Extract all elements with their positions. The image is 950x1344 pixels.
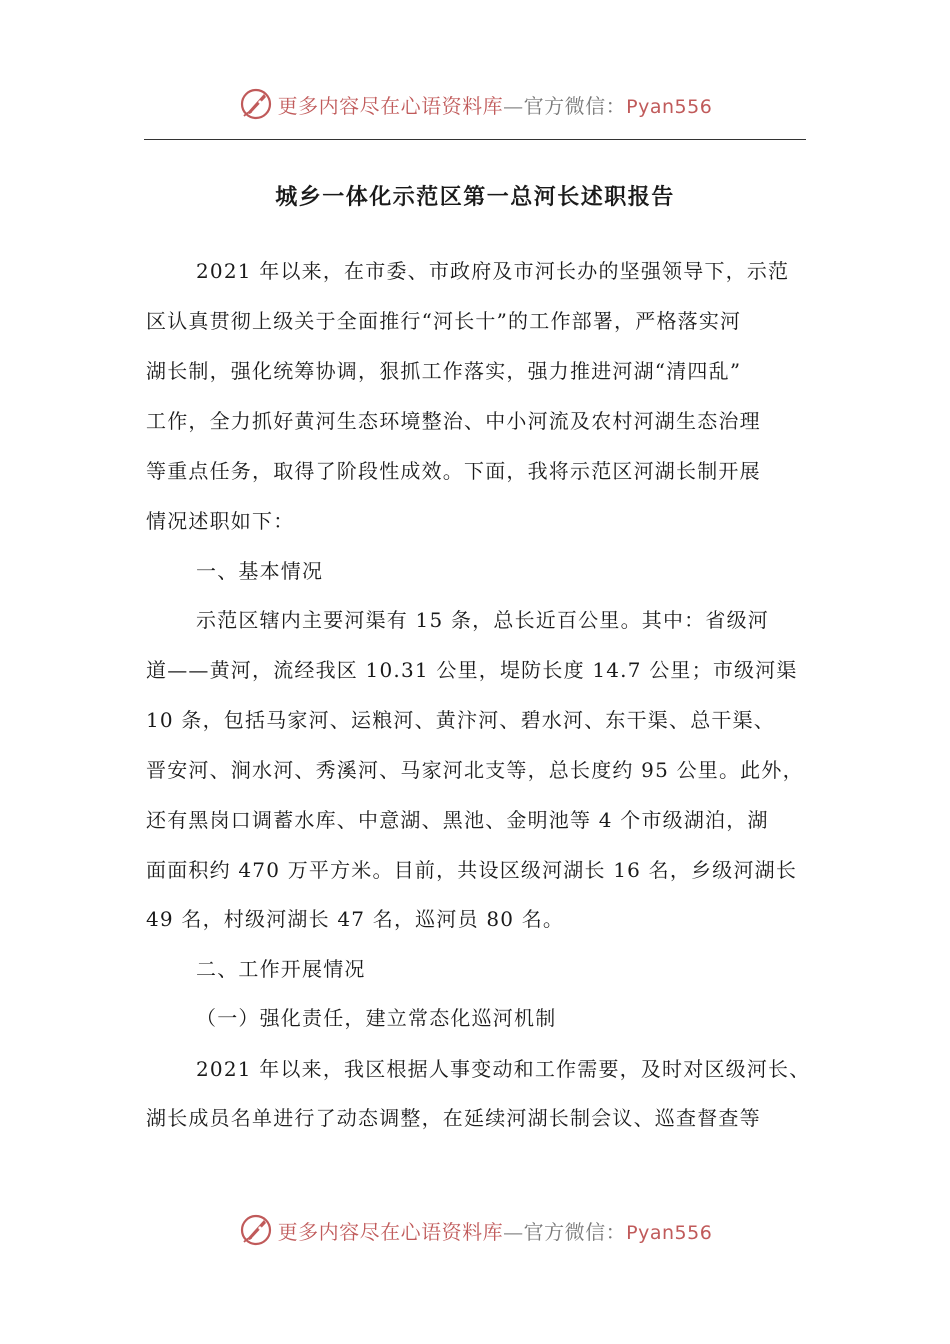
body-line: 2021 年以来，我区根据人事变动和工作需要，及时对区级河长、 — [196, 1057, 811, 1081]
body-line: 等重点任务，取得了阶段性成效。下面，我将示范区河湖长制开展 — [146, 459, 761, 483]
section-heading: 二、工作开展情况 — [196, 957, 366, 981]
body-line: 还有黑岗口调蓄水库、中意湖、黑池、金明池等 4 个市级湖泊，湖 — [146, 808, 769, 832]
body-line: 情况述职如下： — [146, 509, 295, 533]
section-heading: 一、基本情况 — [196, 559, 324, 583]
body-line: 示范区辖内主要河渠有 15 条，总长近百公里。其中：省级河 — [196, 608, 769, 632]
banner-main-text: 更多内容尽在心语资料库 — [277, 1219, 504, 1244]
banner-wechat-id: Pyan556 — [626, 95, 713, 118]
subsection-heading: （一）强化责任，建立常态化巡河机制 — [196, 1006, 557, 1030]
quill-logo-icon — [238, 86, 274, 122]
banner-text — [278, 90, 713, 119]
quill-logo-icon — [238, 1212, 274, 1248]
body-line: 2021 年以来，在市委、市政府及市河长办的坚强领导下，示范 — [196, 259, 790, 283]
banner-wechat-label: 官方微信： — [523, 93, 627, 118]
banner-wechat-id: Pyan556 — [626, 1221, 713, 1244]
header-banner — [0, 84, 950, 124]
body-line: 道——黄河，流经我区 10.31 公里，堤防长度 14.7 公里；市级河渠 — [146, 658, 798, 682]
body-line: 工作，全力抓好黄河生态环境整治、中小河流及农村河湖生态治理 — [146, 409, 761, 433]
footer-banner — [0, 1210, 950, 1250]
banner-main-text: 更多内容尽在心语资料库 — [277, 93, 504, 118]
header-divider — [144, 139, 806, 140]
body-line: 晋安河、涧水河、秀溪河、马家河北支等，总长度约 95 公里。此外， — [146, 758, 804, 782]
banner-wechat-label: 官方微信： — [523, 1219, 627, 1244]
body-line: 区认真贯彻上级关于全面推行“河长十”的工作部署，严格落实河 — [146, 309, 742, 333]
body-line: 湖长制，强化统筹协调，狠抓工作落实，强力推进河湖“清四乱” — [146, 359, 742, 383]
banner-separator: — — [503, 1219, 524, 1244]
body-line: 湖长成员名单进行了动态调整，在延续河湖长制会议、巡查督查等 — [146, 1106, 761, 1130]
body-line: 面面积约 470 万平方米。目前，共设区级河湖长 16 名，乡级河湖长 — [146, 858, 798, 882]
document-title: 城乡一体化示范区第一总河长述职报告 — [275, 185, 675, 210]
body-line: 49 名，村级河湖长 47 名，巡河员 80 名。 — [146, 907, 565, 931]
banner-text — [278, 1216, 713, 1245]
banner-separator: — — [503, 93, 524, 118]
body-line: 10 条，包括马家河、运粮河、黄汴河、碧水河、东干渠、总干渠、 — [146, 708, 776, 732]
